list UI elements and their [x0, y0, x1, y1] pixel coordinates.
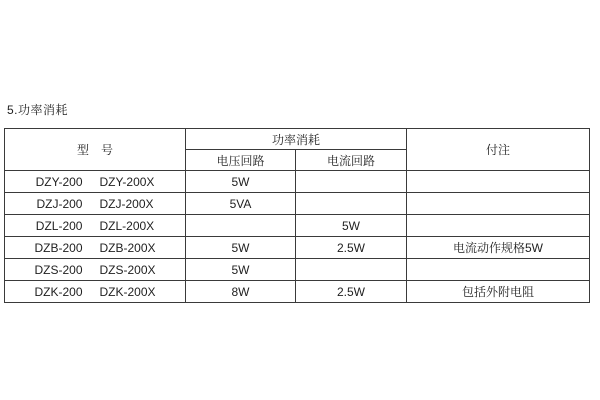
model-primary: DZY-200 — [35, 174, 83, 189]
table-row — [5, 215, 590, 237]
current-cell — [296, 171, 407, 193]
header-note: 付注 — [407, 129, 590, 171]
header-voltage-circuit: 电压回路 — [186, 150, 296, 171]
model-primary: DZL-200 — [35, 218, 83, 233]
header-model: 型 号 — [5, 129, 186, 171]
model-pair — [7, 175, 183, 189]
model-variant: DZY-200X — [99, 174, 155, 189]
model-pair — [7, 285, 183, 299]
model-cell — [5, 259, 186, 281]
model-pair — [7, 241, 183, 255]
model-cell — [5, 193, 186, 215]
current-cell — [296, 193, 407, 215]
model-variant: DZB-200X — [99, 240, 156, 255]
model-cell — [5, 171, 186, 193]
current-cell: 2.5W — [296, 237, 407, 259]
header-current-circuit: 电流回路 — [296, 150, 407, 171]
power-consumption-table — [4, 128, 590, 303]
current-cell: 2.5W — [296, 281, 407, 303]
table-row — [5, 237, 590, 259]
voltage-cell: 5VA — [186, 193, 296, 215]
model-primary: DZB-200 — [34, 240, 83, 255]
table-row — [5, 259, 590, 281]
section-title: 5.功率消耗 — [7, 103, 69, 117]
model-cell — [5, 281, 186, 303]
voltage-cell: 8W — [186, 281, 296, 303]
header-row-top — [5, 129, 590, 150]
model-primary: DZS-200 — [34, 262, 83, 277]
table-row — [5, 171, 590, 193]
model-primary: DZJ-200 — [36, 196, 83, 211]
current-cell — [296, 259, 407, 281]
note-cell — [407, 215, 590, 237]
voltage-cell: 5W — [186, 237, 296, 259]
voltage-cell — [186, 215, 296, 237]
model-primary: DZK-200 — [34, 284, 83, 299]
voltage-cell: 5W — [186, 171, 296, 193]
note-cell — [407, 193, 590, 215]
header-power-group: 功率消耗 — [186, 129, 407, 150]
note-cell — [407, 171, 590, 193]
model-variant: DZK-200X — [99, 284, 156, 299]
model-cell — [5, 215, 186, 237]
model-variant: DZL-200X — [99, 218, 155, 233]
model-pair — [7, 197, 183, 211]
note-cell — [407, 259, 590, 281]
voltage-cell: 5W — [186, 259, 296, 281]
model-cell — [5, 237, 186, 259]
current-cell: 5W — [296, 215, 407, 237]
note-cell: 包括外附电阻 — [407, 281, 590, 303]
model-pair — [7, 263, 183, 277]
model-pair — [7, 219, 183, 233]
table-row — [5, 281, 590, 303]
model-variant: DZJ-200X — [99, 196, 154, 211]
table-row — [5, 193, 590, 215]
model-variant: DZS-200X — [99, 262, 156, 277]
note-cell: 电流动作规格5W — [407, 237, 590, 259]
